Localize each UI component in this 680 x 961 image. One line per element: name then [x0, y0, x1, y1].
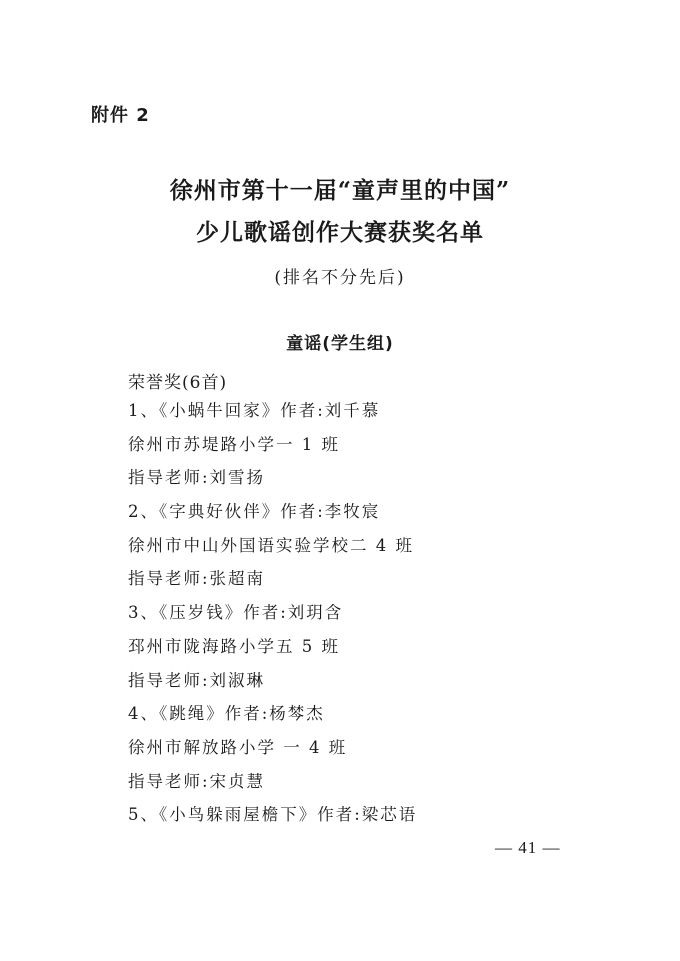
entry-line: 5、《小鸟躲雨屋檐下》作者:梁芯语 — [128, 805, 418, 825]
entry-line: 1、《小蜗牛回家》作者:刘千慕 — [128, 401, 381, 420]
entry-line: 徐州市中山外国语实验学校二 4 班 — [128, 535, 414, 555]
section-heading: 童谣(学生组) — [286, 334, 394, 354]
award-category: 荣誉奖(6首) — [128, 373, 228, 393]
award-entry-list — [128, 400, 417, 838]
document-title-line-2: 少儿歌谣创作大赛获奖名单 — [196, 219, 484, 246]
entry-line: 指导老师:刘雪扬 — [128, 468, 266, 488]
entry-line: 2、《字典好伙伴》作者:李牧宸 — [128, 502, 381, 522]
entry-line: 徐州市苏堤路小学一 1 班 — [128, 434, 340, 454]
entry-line: 徐州市解放路小学 一 4 班 — [128, 737, 348, 757]
page-number: — 41 — — [495, 838, 561, 857]
document-title-line-1: 徐州市第十一届“童声里的中国” — [169, 177, 511, 204]
ranking-note: (排名不分先后) — [274, 268, 406, 288]
entry-line: 邳州市陇海路小学五 5 班 — [128, 636, 340, 656]
entry-line: 4、《跳绳》作者:杨棽杰 — [128, 704, 325, 724]
attachment-label: 附件 2 — [91, 105, 150, 126]
entry-line: 3、《压岁钱》作者:刘玥含 — [128, 603, 344, 623]
entry-line: 指导老师:宋贞慧 — [128, 771, 266, 791]
entry-line: 指导老师:张超南 — [128, 569, 266, 589]
entry-line: 指导老师:刘淑琳 — [128, 670, 266, 690]
